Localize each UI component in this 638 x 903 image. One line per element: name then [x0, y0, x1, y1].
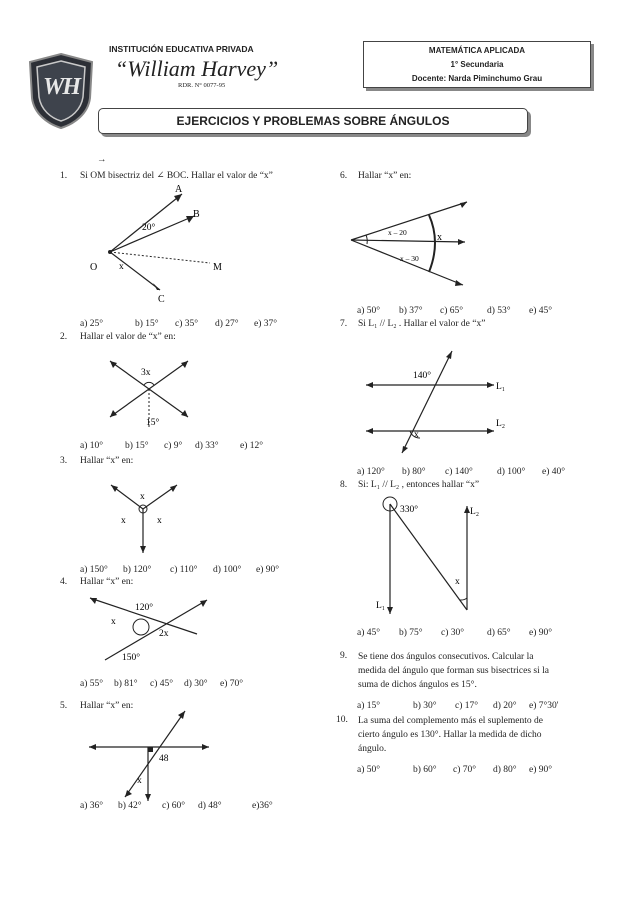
label-M: M [213, 262, 222, 273]
option[interactable]: a) 15° [357, 701, 381, 711]
label-x-right: x [157, 516, 162, 526]
option[interactable]: e) 70° [220, 679, 244, 689]
label-x: x [119, 262, 124, 272]
label-B: B [193, 209, 200, 220]
problem-3-number: 3. [60, 456, 68, 466]
option[interactable]: b) 60° [413, 765, 437, 775]
option[interactable]: e)36° [252, 801, 273, 811]
problem-4-number: 4. [60, 577, 68, 587]
option[interactable]: c) 35° [175, 319, 199, 329]
page-title-box [98, 108, 528, 134]
option[interactable]: d) 20° [493, 701, 517, 711]
label-x-minus-30: x – 30 [400, 254, 419, 263]
text-line: Se tiene dos ángulos consecutivos. Calcular la [358, 652, 534, 662]
text-line: medida del ángulo que forman sus bisectrices si la [358, 666, 550, 676]
label-140: 140° [413, 371, 432, 381]
label-x-left: x [121, 516, 126, 526]
option[interactable]: c) 70° [453, 765, 477, 775]
option[interactable]: a) 10° [80, 441, 104, 451]
label-3x: 3x [141, 368, 151, 378]
option[interactable]: e) 90° [529, 628, 553, 638]
option[interactable]: a) 36° [80, 801, 104, 811]
label-x-top: x [140, 492, 145, 502]
label-x: x [455, 577, 460, 587]
text-line: La suma del complemento más el suplemento de [358, 716, 543, 726]
problem-8-number: 8. [340, 480, 348, 490]
teacher-label: Docente: Narda Piminchumo Grau [411, 74, 543, 83]
label-48: 48 [159, 754, 169, 764]
option[interactable]: b) 15° [125, 441, 149, 451]
figure-7 [360, 345, 510, 457]
option[interactable]: d) 65° [487, 628, 511, 638]
label-L1: L₁ [376, 601, 386, 611]
label-x-minus-20: x – 20 [388, 228, 407, 237]
page-title: EJERCICIOS Y PROBLEMAS SOBRE ÁNGULOS [176, 114, 450, 128]
vector-arrow: → [97, 155, 107, 165]
grade-label: 1° Secundaria [450, 60, 504, 69]
figure-3 [105, 475, 185, 560]
label-2x: 2x [159, 629, 169, 639]
problem-9-number: 9. [340, 651, 348, 661]
option[interactable]: c) 17° [455, 701, 479, 711]
problem-7-text: Si L₁ // L₂ . Hallar el valor de “x” [358, 319, 486, 329]
label-A: A [175, 184, 183, 195]
option[interactable]: c) 60° [162, 801, 186, 811]
label-O: O [90, 262, 98, 273]
figure-5 [85, 705, 215, 805]
label-150: 150° [122, 653, 141, 663]
problem-8-text: Si: L₁ // L₂ , entonces hallar “x” [358, 480, 480, 490]
school-logo [26, 52, 96, 130]
figure-4 [85, 590, 215, 670]
option[interactable]: b) 81° [114, 679, 138, 689]
figure-2 [100, 355, 200, 435]
problem-4-text: Hallar “x” en: [80, 577, 134, 587]
option[interactable]: a) 50° [357, 765, 381, 775]
option[interactable]: d) 53° [487, 306, 511, 316]
text-line: cierto ángulo es 130°. Hallar la medida de dicho [358, 730, 542, 740]
option[interactable]: b) 15° [135, 319, 159, 329]
option[interactable]: b) 37° [399, 306, 423, 316]
problem-1-number: 1. [60, 171, 68, 181]
problem-10-number: 10. [336, 715, 348, 725]
problem-3-text: Hallar “x” en: [80, 456, 134, 466]
label-x: x [137, 776, 142, 786]
option[interactable]: e) 45° [529, 306, 553, 316]
option[interactable]: d) 30° [184, 679, 208, 689]
problem-2-number: 2. [60, 332, 68, 342]
problem-6-number: 6. [340, 171, 348, 181]
option[interactable]: d) 27° [215, 319, 239, 329]
problem-6-text: Hallar “x” en: [358, 171, 412, 181]
option[interactable]: c) 140° [445, 467, 473, 477]
logo-monogram: WH [42, 74, 79, 100]
option[interactable]: a) 50° [357, 306, 381, 316]
problem-7-number: 7. [340, 319, 348, 329]
option[interactable]: b) 120° [123, 565, 152, 575]
option[interactable]: e) 90° [529, 765, 553, 775]
course-box [363, 41, 591, 88]
quote-open: “ [115, 56, 128, 81]
angle-20: 20° [142, 223, 156, 233]
label-15: 15° [146, 418, 160, 428]
option[interactable]: a) 25° [80, 319, 104, 329]
label-120: 120° [135, 603, 154, 613]
problem-1-text: Si OM bisectriz del ∠ BOC. Hallar el valor de “x” [80, 171, 273, 181]
option[interactable]: c) 45° [150, 679, 174, 689]
option[interactable]: a) 150° [80, 565, 108, 575]
option[interactable]: b) 42° [118, 801, 142, 811]
option[interactable]: b) 30° [413, 701, 437, 711]
problem-9-text [358, 650, 549, 692]
label-330: 330° [400, 505, 419, 515]
figure-8 [360, 490, 500, 620]
option[interactable]: a) 45° [357, 628, 381, 638]
option[interactable]: c) 30° [441, 628, 465, 638]
option[interactable]: e) 37° [254, 319, 278, 329]
course-title: MATEMÁTICA APLICADA [428, 46, 526, 55]
figure-6 [345, 190, 480, 290]
option[interactable]: a) 120° [357, 467, 385, 477]
figure-1 [80, 180, 250, 305]
problem-5-text: Hallar “x” en: [80, 701, 134, 711]
school-name-text: William Harvey [127, 56, 266, 81]
option[interactable]: d) 48° [198, 801, 222, 811]
label-L2: L₂ [470, 507, 480, 517]
option[interactable]: e) 40° [542, 467, 566, 477]
option[interactable]: b) 80° [402, 467, 426, 477]
text-line: suma de dichos ángulos es 15°. [358, 680, 477, 690]
option[interactable]: c) 110° [170, 565, 198, 575]
option[interactable]: a) 55° [80, 679, 104, 689]
option[interactable]: d) 80° [493, 765, 517, 775]
quote-close: ” [265, 56, 279, 81]
label-x: x [437, 232, 442, 243]
text-line: ángulo. [358, 744, 387, 754]
label-x: x [414, 430, 419, 440]
option[interactable]: e) 12° [240, 441, 264, 451]
problem-2-text: Hallar el valor de “x” en: [80, 332, 176, 342]
problem-5-number: 5. [60, 701, 68, 711]
option[interactable]: e) 7°30' [529, 701, 559, 711]
option[interactable]: d) 33° [195, 441, 219, 451]
institution-label: INSTITUCIÓN EDUCATIVA PRIVADA [109, 44, 254, 54]
label-L2: L₂ [496, 419, 506, 429]
school-name [115, 56, 278, 82]
option[interactable]: e) 90° [256, 565, 280, 575]
label-x: x [111, 617, 116, 627]
option[interactable]: d) 100° [213, 565, 242, 575]
option[interactable]: d) 100° [497, 467, 526, 477]
rdr-number: RDR. N° 0077-95 [178, 82, 226, 89]
label-C: C [158, 294, 165, 305]
option[interactable]: c) 65° [440, 306, 464, 316]
problem-10-text [358, 714, 543, 756]
label-L1: L₁ [496, 382, 506, 392]
option[interactable]: b) 75° [399, 628, 423, 638]
option[interactable]: c) 9° [164, 441, 183, 451]
